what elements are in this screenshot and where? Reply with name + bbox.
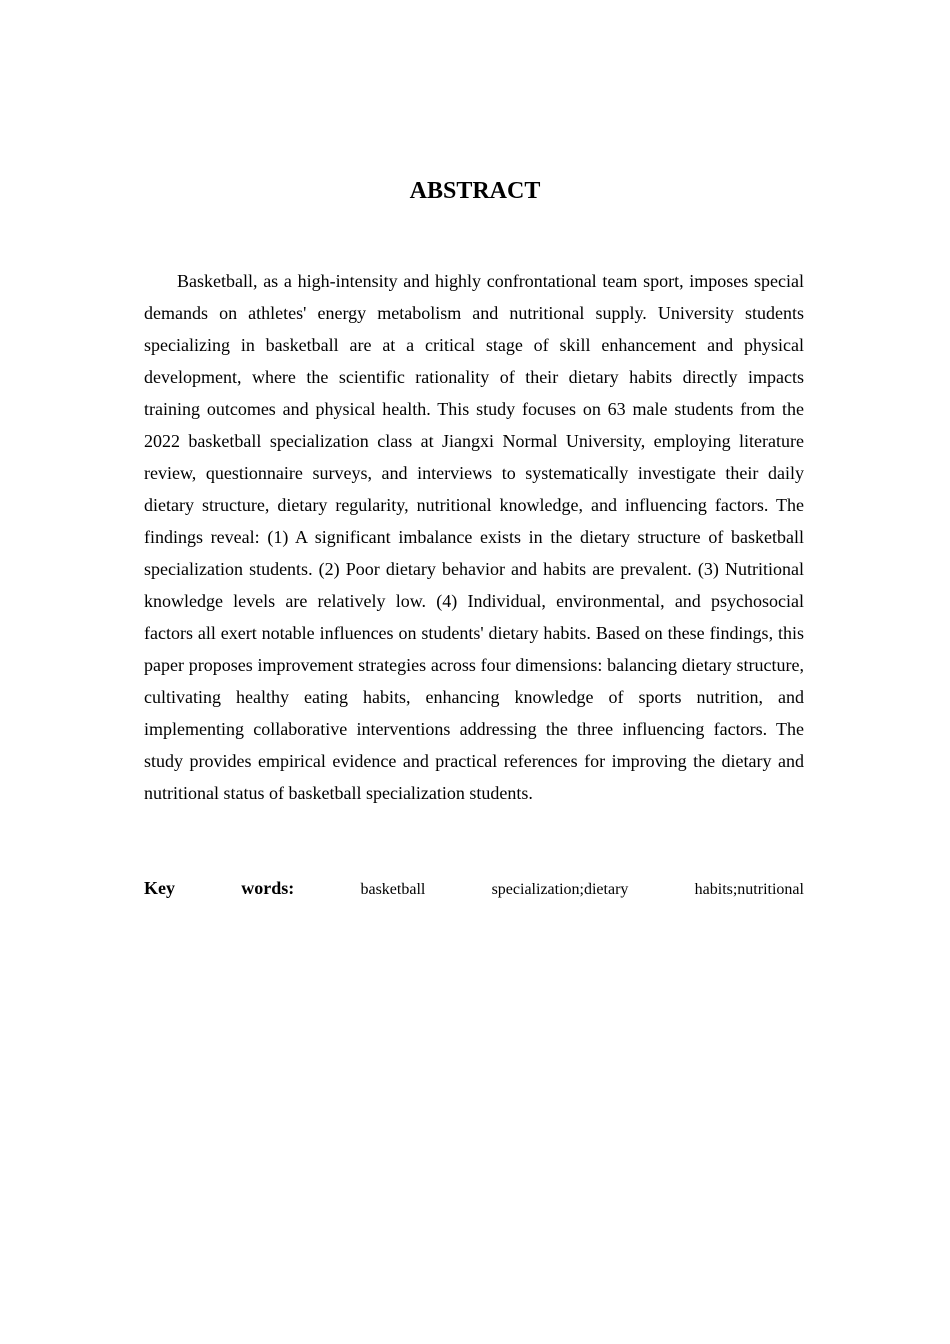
keywords-label-words: words: [241,878,295,898]
abstract-title: ABSTRACT [409,178,541,204]
keyword-term: habits;nutritional [694,881,804,898]
keywords-line [144,872,804,904]
keyword-term: specialization;dietary [491,881,629,898]
keyword-term: basketball [360,881,426,898]
keywords-label-key: Key [144,878,175,898]
abstract-text: Basketball, as a high-intensity and highly confrontational team sport, imposes special demands on athletes' energy metabolism and nutritional supply. University students specializing in basketball are at a critical stage of skill enhancement and physical development, where the scientific rationality of their dietary habits directly impacts training outcomes and physical health. This study focuses on 63 male students from the 2022 basketball specialization class at Jiangxi Normal University, employing literature review, questionnaire surveys, and interviews to systematically investigate their daily dietary structure, dietary regularity, nutritional knowledge, and influencing factors. The findings reveal: (1) A significant imbalance exists in the dietary structure of basketball specialization students. (2) Poor dietary behavior and habits are prevalent. (3) Nutritional knowledge levels are relatively low. (4) Individual, environmental, and psychosocial factors all exert notable influences on students' dietary habits. Based on these findings, this paper proposes improvement strategies across four dimensions: balancing dietary structure, cultivating healthy eating habits, enhancing knowledge of sports nutrition, and implementing collaborative interventions addressing the three influencing factors. The study provides empirical evidence and practical references for improving the dietary and nutritional status of basketball specialization students. [144,271,804,803]
abstract-paragraph [144,265,804,809]
